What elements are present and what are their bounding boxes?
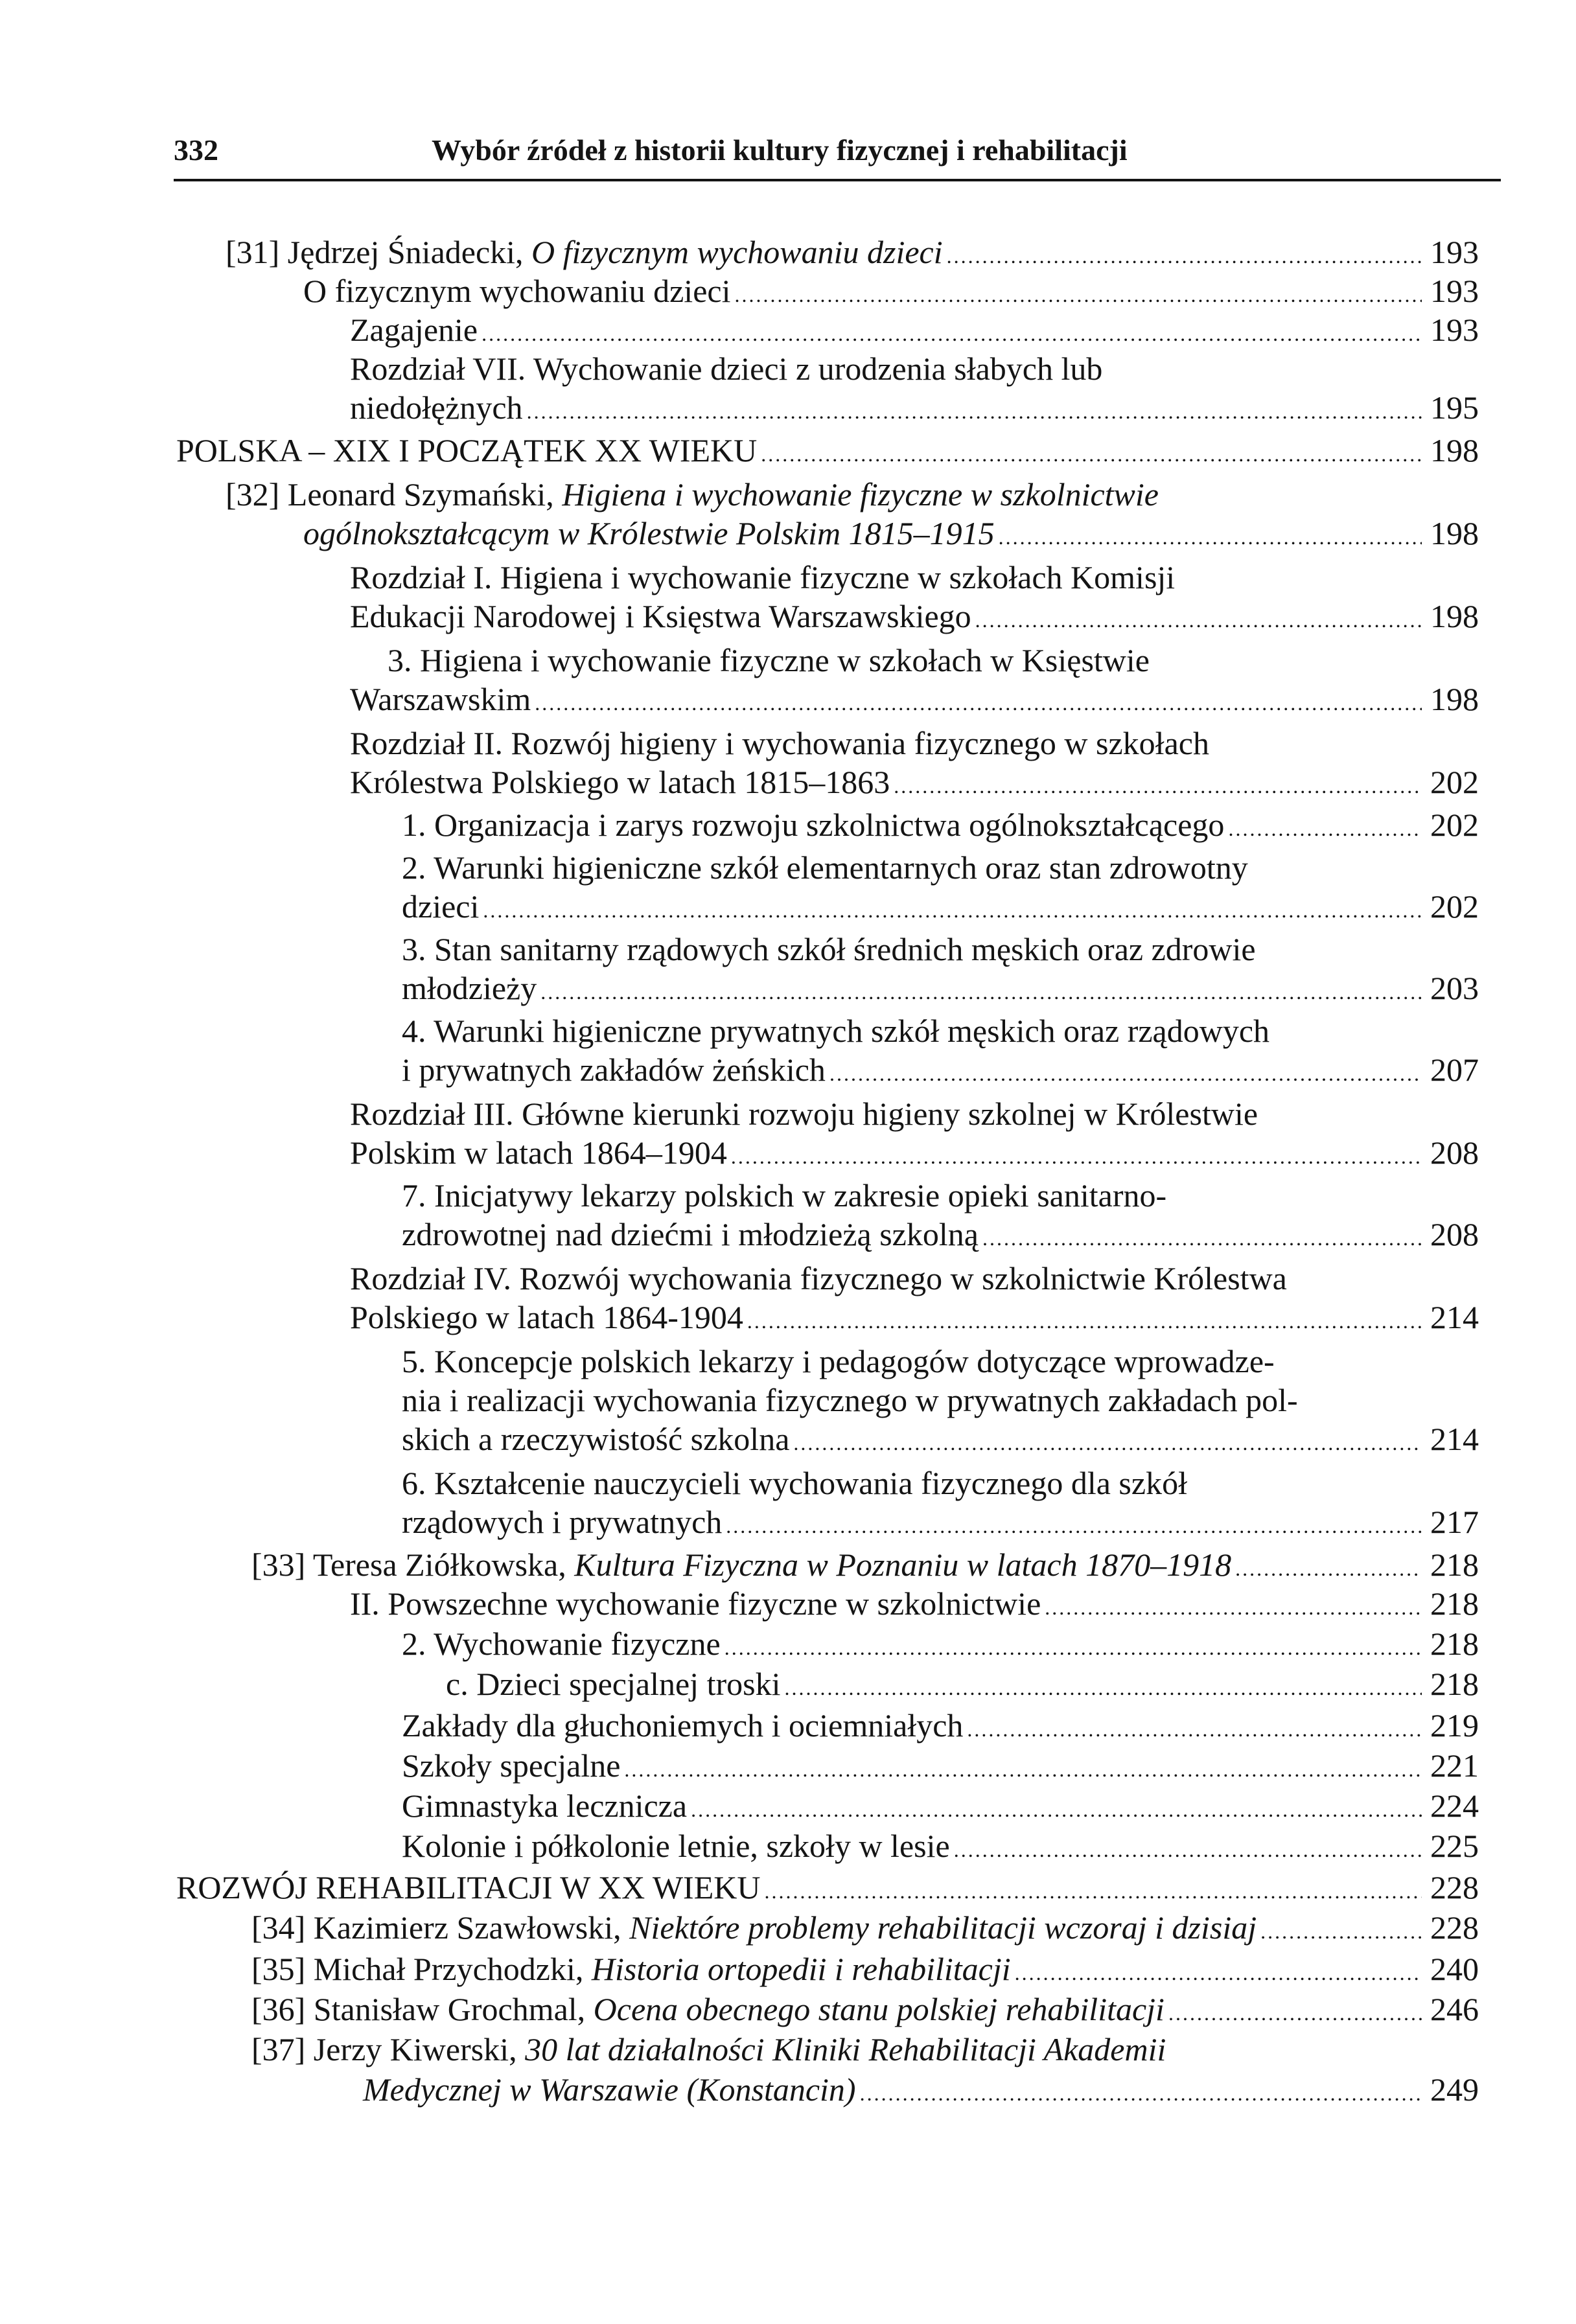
toc-section-heading[interactable] bbox=[176, 431, 1479, 469]
entry-label: [35] Michał Przychodzki, bbox=[251, 1951, 592, 1987]
entry-page: 214 bbox=[1430, 1421, 1479, 1457]
leader-dots bbox=[691, 1791, 1422, 1828]
toc-entry-32[interactable] bbox=[226, 476, 1159, 513]
toc-entry[interactable] bbox=[350, 311, 1479, 349]
page-number: 332 bbox=[174, 133, 218, 167]
toc-entry[interactable] bbox=[402, 1503, 1479, 1541]
entry-title: Kolonie i półkolonie letnie, szkoły w lesie bbox=[402, 1828, 950, 1864]
entry-page: 218 bbox=[1430, 1626, 1479, 1662]
toc-entry[interactable] bbox=[350, 680, 1479, 718]
leader-dots bbox=[1228, 810, 1422, 847]
entry-page: 218 bbox=[1430, 1585, 1479, 1622]
leader-dots bbox=[975, 601, 1422, 639]
entry-title: Królestwa Polskiego w latach 1815–1863 bbox=[350, 764, 890, 800]
entry-title: Niektóre problemy rehabilitacji wczoraj i dzisiaj bbox=[629, 1909, 1257, 1946]
leader-dots bbox=[967, 1710, 1422, 1748]
toc-entry-line: Rozdział II. Rozwój higieny i wychowania fizycznego w szkołach bbox=[350, 725, 1209, 761]
entry-title: dzieci bbox=[402, 888, 480, 925]
toc-entry[interactable] bbox=[350, 1585, 1479, 1622]
entry-title: zdrowotnej nad dziećmi i młodzieżą szkolną bbox=[402, 1216, 979, 1252]
leader-dots bbox=[535, 684, 1422, 722]
entry-title: 2. Wychowanie fizyczne bbox=[402, 1626, 721, 1662]
leader-dots bbox=[947, 237, 1422, 275]
toc-entry-33[interactable] bbox=[251, 1546, 1479, 1583]
entry-title: ogólnokształcącym w Królestwie Polskim 1815–1915 bbox=[303, 515, 995, 551]
entry-page: 217 bbox=[1430, 1504, 1479, 1540]
entry-page: 214 bbox=[1430, 1299, 1479, 1335]
entry-title: Gimnastyka lecznicza bbox=[402, 1788, 688, 1824]
toc-entry-34[interactable] bbox=[251, 1909, 1479, 1946]
toc-entry[interactable] bbox=[350, 1134, 1479, 1171]
toc-entry-line: 2. Warunki higieniczne szkół elementarnych oraz stan zdrowotny bbox=[402, 849, 1248, 886]
entry-page: 249 bbox=[1430, 2071, 1479, 2108]
toc-entry[interactable] bbox=[402, 1215, 1479, 1253]
entry-title: 1. Organizacja i zarys rozwoju szkolnictwa ogólnokształcącego bbox=[402, 807, 1225, 843]
toc-entry-line: Rozdział III. Główne kierunki rozwoju higieny szkolnej w Królestwie bbox=[350, 1096, 1258, 1132]
leader-dots bbox=[624, 1751, 1422, 1788]
entry-page: 219 bbox=[1430, 1707, 1479, 1743]
leader-dots bbox=[1168, 1994, 1422, 2032]
leader-dots bbox=[894, 767, 1422, 805]
entry-title: Historia ortopedii i rehabilitacji bbox=[591, 1951, 1011, 1987]
entry-title: Zakłady dla głuchoniemych i ociemniałych bbox=[402, 1707, 964, 1743]
entry-label: [37] Jerzy Kiwerski, bbox=[251, 2031, 526, 2067]
toc-entry-line: 3. Higiena i wychowanie fizyczne w szkołach w Księstwie bbox=[388, 642, 1150, 678]
entry-title: Zagajenie bbox=[350, 312, 478, 348]
toc-entry[interactable] bbox=[402, 1625, 1479, 1662]
entry-page: 246 bbox=[1430, 1991, 1479, 2027]
toc-entry[interactable] bbox=[350, 597, 1479, 635]
leader-dots bbox=[954, 1831, 1422, 1869]
leader-dots bbox=[527, 393, 1422, 430]
toc-entry[interactable] bbox=[350, 1298, 1479, 1336]
leader-dots bbox=[764, 1872, 1422, 1910]
entry-title: Polskim w latach 1864–1904 bbox=[350, 1134, 727, 1171]
entry-page: 198 bbox=[1430, 432, 1479, 468]
entry-page: 202 bbox=[1430, 888, 1479, 925]
entry-title: II. Powszechne wychowanie fizyczne w szkolnictwie bbox=[350, 1585, 1041, 1622]
entry-title: Ocena obecnego stanu polskiej rehabilitacji bbox=[593, 1991, 1165, 2027]
entry-title: Szkoły specjalne bbox=[402, 1747, 621, 1784]
entry-label: [32] Leonard Szymański, bbox=[226, 476, 562, 512]
entry-label: [31] Jędrzej Śniadecki, bbox=[226, 234, 532, 270]
toc-entry-37[interactable] bbox=[251, 2031, 1166, 2068]
toc-entry[interactable] bbox=[402, 969, 1479, 1007]
leader-dots bbox=[483, 892, 1422, 929]
entry-page: 207 bbox=[1430, 1052, 1479, 1088]
toc-entry[interactable] bbox=[363, 2071, 1479, 2108]
leader-dots bbox=[999, 518, 1422, 556]
entry-page: 228 bbox=[1430, 1909, 1479, 1946]
toc-entry[interactable] bbox=[402, 1827, 1479, 1865]
entry-title: ROZWÓJ REHABILITACJI W XX WIEKU bbox=[176, 1869, 761, 1905]
leader-dots bbox=[734, 276, 1422, 314]
leader-dots bbox=[540, 973, 1422, 1011]
entry-title: skich a rzeczywistość szkolna bbox=[402, 1421, 790, 1457]
toc-entry-36[interactable] bbox=[251, 1990, 1479, 2028]
entry-page: 202 bbox=[1430, 764, 1479, 800]
leader-dots bbox=[1260, 1913, 1422, 1950]
toc-entry[interactable] bbox=[350, 389, 1479, 426]
toc-entry[interactable] bbox=[402, 1747, 1479, 1784]
toc-entry[interactable] bbox=[303, 272, 1479, 310]
entry-title: rządowych i prywatnych bbox=[402, 1504, 723, 1540]
entry-title: Warszawskim bbox=[350, 681, 531, 717]
entry-title: POLSKA – XIX I POCZĄTEK XX WIEKU bbox=[176, 432, 758, 468]
entry-page: 208 bbox=[1430, 1134, 1479, 1171]
entry-title: Edukacji Narodowej i Księstwa Warszawskiego bbox=[350, 598, 971, 634]
toc-entry-line: nia i realizacji wychowania fizycznego w prywatnych zakładach pol- bbox=[402, 1382, 1298, 1418]
leader-dots bbox=[731, 1138, 1422, 1175]
entry-page: 221 bbox=[1430, 1747, 1479, 1784]
toc-entry-line: Rozdział IV. Rozwój wychowania fizycznego w szkolnictwie Królestwa bbox=[350, 1260, 1287, 1296]
entry-page: 198 bbox=[1430, 598, 1479, 634]
entry-title: niedołężnych bbox=[350, 389, 523, 426]
leader-dots bbox=[726, 1507, 1422, 1545]
entry-label: [36] Stanisław Grochmal, bbox=[251, 1991, 594, 2027]
toc-entry-line: 5. Koncepcje polskich lekarzy i pedagogów dotyczące wprowadze- bbox=[402, 1343, 1275, 1379]
leader-dots bbox=[724, 1629, 1422, 1666]
leader-dots bbox=[793, 1424, 1422, 1462]
leader-dots bbox=[761, 435, 1422, 473]
toc-entry-line: 6. Kształcenie nauczycieli wychowania fizycznego dla szkół bbox=[402, 1465, 1187, 1501]
entry-page: 218 bbox=[1430, 1547, 1479, 1583]
entry-page: 240 bbox=[1430, 1951, 1479, 1987]
entry-page: 208 bbox=[1430, 1216, 1479, 1252]
toc-entry[interactable] bbox=[446, 1665, 1479, 1703]
toc-entry-line: Rozdział VII. Wychowanie dzieci z urodzenia słabych lub bbox=[350, 351, 1103, 387]
toc-entry-line: 3. Stan sanitarny rządowych szkół średnich męskich oraz zdrowie bbox=[402, 931, 1256, 967]
entry-title: c. Dzieci specjalnej troski bbox=[446, 1666, 781, 1702]
entry-page: 198 bbox=[1430, 515, 1479, 551]
toc-section-heading[interactable] bbox=[176, 1869, 1479, 1906]
leader-dots bbox=[1015, 1954, 1422, 1992]
toc-entry-line: 7. Inicjatywy lekarzy polskich w zakresie opieki sanitarno- bbox=[402, 1177, 1167, 1214]
leader-dots bbox=[829, 1055, 1422, 1092]
entry-title: Polskiego w latach 1864-1904 bbox=[350, 1299, 743, 1335]
leader-dots bbox=[982, 1219, 1422, 1257]
entry-page: 224 bbox=[1430, 1788, 1479, 1824]
leader-dots bbox=[1235, 1550, 1422, 1587]
entry-title: Kultura Fizyczna w Poznaniu w latach 1870–1918 bbox=[574, 1547, 1232, 1583]
entry-page: 228 bbox=[1430, 1869, 1479, 1905]
toc-entry[interactable] bbox=[402, 1787, 1479, 1824]
entry-page: 195 bbox=[1430, 389, 1479, 426]
toc-entry-line: Rozdział I. Higiena i wychowanie fizyczne w szkołach Komisji bbox=[350, 559, 1176, 595]
entry-title: O fizycznym wychowaniu dzieci bbox=[303, 273, 731, 309]
entry-page: 193 bbox=[1430, 312, 1479, 348]
leader-dots bbox=[860, 2075, 1422, 2112]
toc-entry[interactable] bbox=[402, 1707, 1479, 1744]
toc-entry-31[interactable] bbox=[226, 233, 1479, 271]
toc-entry[interactable] bbox=[402, 1420, 1479, 1458]
toc-entry-35[interactable] bbox=[251, 1950, 1479, 1988]
toc-entry-line: 4. Warunki higieniczne prywatnych szkół męskich oraz rządowych bbox=[402, 1013, 1270, 1049]
leader-dots bbox=[747, 1302, 1422, 1340]
entry-title: Medycznej w Warszawie (Konstancin) bbox=[363, 2071, 856, 2108]
entry-page: 218 bbox=[1430, 1666, 1479, 1702]
entry-label: [33] Teresa Ziółkowska, bbox=[251, 1547, 575, 1583]
leader-dots bbox=[784, 1669, 1422, 1707]
entry-title: i prywatnych zakładów żeńskich bbox=[402, 1052, 826, 1088]
toc-entry[interactable] bbox=[402, 1051, 1479, 1088]
entry-page: 193 bbox=[1430, 234, 1479, 270]
entry-page: 198 bbox=[1430, 681, 1479, 717]
leader-dots bbox=[481, 315, 1422, 352]
entry-page: 225 bbox=[1430, 1828, 1479, 1864]
running-title: Wybór źródeł z historii kultury fizycznej i rehabilitacji bbox=[432, 133, 1128, 167]
entry-page: 203 bbox=[1430, 970, 1479, 1006]
entry-title: 30 lat działalności Kliniki Rehabilitacji Akademii bbox=[525, 2031, 1166, 2067]
toc-entry[interactable] bbox=[402, 888, 1479, 925]
toc-entry[interactable] bbox=[303, 514, 1479, 552]
leader-dots bbox=[1045, 1589, 1422, 1626]
entry-title: O fizycznym wychowaniu dzieci bbox=[531, 234, 943, 270]
entry-page: 202 bbox=[1430, 807, 1479, 843]
toc-entry[interactable] bbox=[350, 763, 1479, 801]
entry-label: [34] Kazimierz Szawłowski, bbox=[251, 1909, 630, 1946]
toc-entry[interactable] bbox=[402, 806, 1479, 844]
entry-page: 193 bbox=[1430, 273, 1479, 309]
entry-title: młodzieży bbox=[402, 970, 537, 1006]
entry-title: Higiena i wychowanie fizyczne w szkolnictwie bbox=[562, 476, 1159, 512]
